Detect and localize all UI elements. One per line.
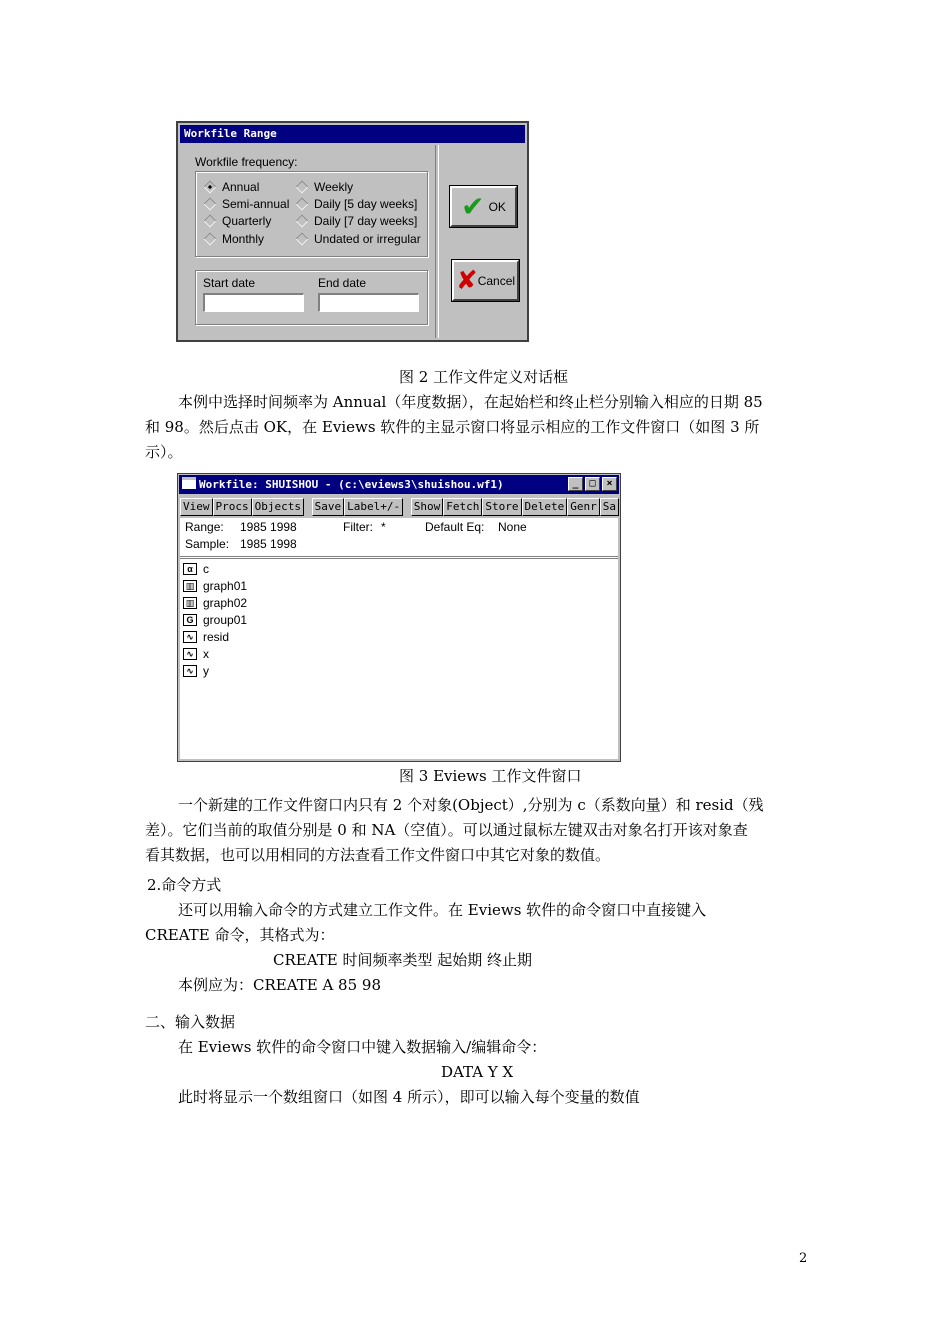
ok-label: OK: [488, 199, 506, 214]
paragraph-line: 看其数据，也可以用相同的方法查看工作文件窗口中其它对象的数值。: [145, 846, 611, 864]
heading-command-mode: 2.命令方式: [147, 876, 222, 894]
paragraph-line: 差）。它们当前的取值分别是 0 和 NA（空值）。可以通过鼠标左键双击对象名打开该对象查: [145, 821, 748, 839]
radio-label: Daily [7 day weeks]: [314, 214, 418, 228]
radio-label: Weekly: [314, 180, 354, 194]
radio-icon: [296, 215, 309, 228]
radio-semi-annual[interactable]: [204, 197, 289, 211]
series-icon: ∿: [183, 665, 197, 677]
objects-button[interactable]: Objects: [252, 498, 304, 516]
object-name: c: [203, 561, 209, 576]
object-name: graph01: [203, 578, 248, 593]
command-example-line: 本例应为：CREATE A 85 98: [178, 976, 381, 994]
default-eq-value: None: [498, 520, 527, 534]
radio-label: Semi-annual: [222, 197, 290, 211]
object-name: graph02: [203, 595, 248, 610]
filter-label: Filter:: [343, 520, 373, 534]
paragraph-line: 本例中选择时间频率为 Annual（年度数据），在起始栏和终止栏分别输入相应的日期 85: [178, 393, 763, 411]
store-button[interactable]: Store: [482, 498, 521, 516]
paragraph-line: 在 Eviews 软件的命令窗口中键入数据输入/编辑命令：: [178, 1038, 547, 1056]
frequency-label: Workfile frequency:: [195, 155, 298, 169]
save-button[interactable]: Save: [312, 498, 345, 516]
radio-label: Quarterly: [222, 214, 272, 228]
radio-icon: [296, 198, 309, 211]
radio-monthly[interactable]: [204, 232, 264, 246]
graph-icon: ▥: [183, 580, 197, 592]
radio-quarterly[interactable]: [204, 214, 271, 228]
procs-button[interactable]: Procs: [213, 498, 252, 516]
object-item-x[interactable]: [183, 645, 209, 662]
radio-label: Daily [5 day weeks]: [314, 197, 418, 211]
workfile-titlebar[interactable]: [179, 475, 619, 494]
figure-2-caption: 图 2 工作文件定义对话框: [399, 368, 569, 386]
range-value: 1985 1998: [240, 520, 297, 534]
default-eq-label: Default Eq:: [425, 520, 485, 534]
page-number: 2: [799, 1251, 808, 1266]
object-item-y[interactable]: [183, 662, 209, 679]
end-date-input[interactable]: [318, 293, 419, 312]
start-date-label: Start date: [203, 276, 256, 290]
object-name: group01: [203, 612, 248, 627]
delete-button[interactable]: Delete: [522, 498, 568, 516]
command-format-line: CREATE 时间频率类型 起始期 终止期: [273, 951, 532, 969]
workfile-range-dialog: [176, 121, 529, 342]
object-item-resid[interactable]: [183, 628, 229, 645]
start-date-input[interactable]: [203, 293, 304, 312]
figure-3-caption: 图 3 Eviews 工作文件窗口: [399, 767, 582, 785]
range-label: Range:: [185, 520, 224, 534]
filter-value: *: [381, 520, 386, 534]
radio-daily-5[interactable]: [296, 197, 417, 211]
radio-icon: [204, 198, 217, 211]
view-button[interactable]: View: [180, 498, 213, 516]
fetch-button[interactable]: Fetch: [443, 498, 482, 516]
radio-weekly[interactable]: [296, 180, 353, 194]
cancel-label: Cancel: [477, 273, 516, 288]
maximize-icon[interactable]: □: [585, 477, 600, 491]
workfile-info: [180, 518, 618, 559]
paragraph-line: CREATE 命令，其格式为：: [145, 926, 335, 944]
label-button[interactable]: Label+/-: [344, 498, 403, 516]
end-date-label: End date: [318, 276, 367, 290]
object-name: x: [203, 646, 209, 661]
paragraph-line: 一个新建的工作文件窗口内只有 2 个对象(Object）,分别为 c（系数向量）和 resid（残: [178, 796, 764, 814]
dialog-divider: [435, 145, 439, 338]
paragraph-line: 和 98。然后点击 OK，在 Eviews 软件的主显示窗口将显示相应的工作文件窗口（如图 3 所: [145, 418, 760, 436]
close-icon[interactable]: ×: [602, 477, 617, 491]
section-heading-input-data: 二、输入数据: [145, 1013, 236, 1031]
object-item-graph01[interactable]: [183, 577, 247, 594]
radio-label: Undated or irregular: [314, 232, 421, 246]
show-button[interactable]: Show: [411, 498, 444, 516]
checkmark-icon: ✔: [461, 189, 485, 223]
radio-selected-icon: [204, 181, 217, 194]
radio-icon: [296, 233, 309, 246]
coef-vector-icon: α: [183, 563, 197, 575]
object-item-c[interactable]: [183, 560, 209, 577]
ok-button[interactable]: [450, 186, 517, 227]
object-name: y: [203, 663, 209, 678]
dialog-title: Workfile Range: [180, 125, 525, 143]
sample-label: Sample:: [185, 537, 230, 551]
genr-button[interactable]: Genr: [567, 498, 600, 516]
radio-annual[interactable]: [204, 180, 259, 194]
paragraph-line: 示）。: [145, 443, 183, 461]
radio-undated[interactable]: [296, 232, 421, 246]
sample-value: 1985 1998: [240, 537, 297, 551]
paragraph-line: 还可以用输入命令的方式建立工作文件。在 Eviews 软件的命令窗口中直接键入: [178, 901, 707, 919]
graph-icon: ▥: [183, 597, 197, 609]
radio-label: Monthly: [222, 232, 265, 246]
series-icon: ∿: [183, 648, 197, 660]
object-item-group01[interactable]: [183, 611, 247, 628]
cross-icon: ✘: [455, 265, 478, 296]
workfile-toolbar: [180, 498, 619, 516]
cancel-button[interactable]: [452, 260, 519, 301]
data-command-line: DATA Y X: [441, 1063, 514, 1081]
radio-label: Annual: [222, 180, 260, 194]
radio-daily-7[interactable]: [296, 214, 417, 228]
object-item-graph02[interactable]: [183, 594, 247, 611]
sample-button[interactable]: Sa: [600, 498, 619, 516]
object-list: [180, 559, 618, 759]
radio-icon: [296, 181, 309, 194]
window-icon: [182, 477, 196, 489]
window-title: Workfile: SHUISHOU - (c:\eviews3\shuishou.wf1): [199, 478, 504, 491]
group-icon: G: [183, 614, 197, 626]
minimize-icon[interactable]: _: [568, 477, 583, 491]
series-icon: ∿: [183, 631, 197, 643]
workfile-window: [177, 473, 621, 762]
paragraph-line: 此时将显示一个数组窗口（如图 4 所示），即可以输入每个变量的数值: [178, 1088, 640, 1106]
radio-icon: [204, 233, 217, 246]
object-name: resid: [203, 629, 230, 644]
radio-icon: [204, 215, 217, 228]
